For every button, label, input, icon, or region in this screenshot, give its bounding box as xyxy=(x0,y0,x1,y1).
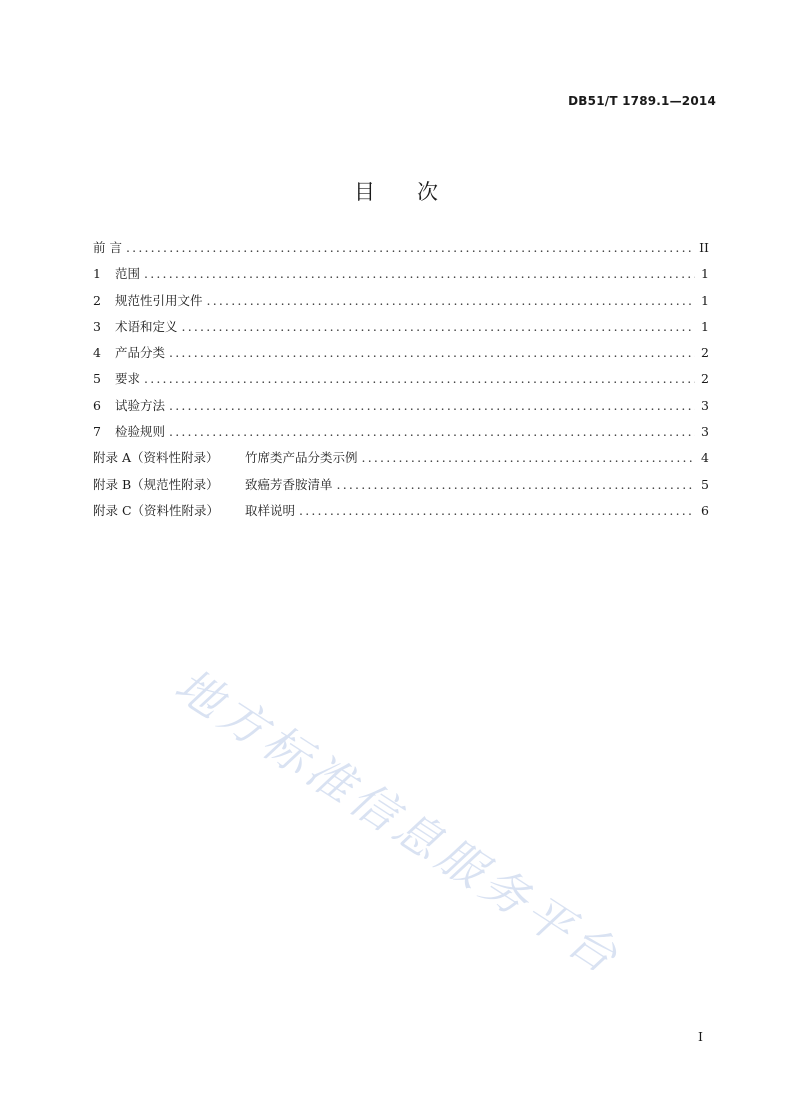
dot-leader xyxy=(337,475,695,495)
toc-page-number: 1 xyxy=(701,292,709,308)
dot-leader xyxy=(144,264,695,284)
toc-annex-label: 附录 C（资料性附录） xyxy=(93,502,220,518)
toc-page-number: 2 xyxy=(701,345,709,361)
toc-page-number: 6 xyxy=(701,502,709,518)
toc-page-number: 3 xyxy=(701,397,709,413)
toc-title xyxy=(0,176,792,206)
toc-entry-terms-definitions[interactable] xyxy=(93,317,709,343)
toc-entry-text: 术语和定义 xyxy=(115,318,178,334)
toc-entry-text: 范围 xyxy=(115,266,141,282)
dot-leader xyxy=(207,291,695,311)
toc-entry-text: 检验规则 xyxy=(115,424,166,440)
toc-entry-number: 2 xyxy=(93,292,101,308)
table-of-contents xyxy=(93,238,709,527)
dot-leader xyxy=(362,448,695,468)
footer-page-number: I xyxy=(698,1029,703,1044)
dot-leader xyxy=(169,422,695,442)
toc-entry-number: 4 xyxy=(93,345,101,361)
toc-entry-inspection-rules[interactable] xyxy=(93,422,709,448)
standard-code: DB51/T 1789.1—2014 xyxy=(568,94,716,108)
toc-page-number: 4 xyxy=(701,450,709,466)
toc-entry-number: 6 xyxy=(93,397,101,413)
toc-entry-normative-references[interactable] xyxy=(93,291,709,317)
toc-entry-number: 3 xyxy=(93,318,101,334)
toc-entry-number: 7 xyxy=(93,424,101,440)
toc-page-number: 1 xyxy=(701,318,709,334)
toc-annex-label: 附录 B（规范性附录） xyxy=(93,476,219,492)
watermark: 地方标准信息服务平台 xyxy=(165,657,632,987)
dot-leader xyxy=(144,369,695,389)
toc-entry-number: 1 xyxy=(93,266,101,282)
toc-title-char-2: 次 xyxy=(417,180,438,204)
toc-title-char-1: 目 xyxy=(354,180,375,204)
toc-entry-text: 规范性引用文件 xyxy=(115,292,203,308)
toc-entry-text: 致癌芳香胺清单 xyxy=(245,476,333,492)
toc-entry-text: 试验方法 xyxy=(115,397,166,413)
toc-page-number: 2 xyxy=(701,371,709,387)
toc-entry-text: 竹席类产品分类示例 xyxy=(245,450,358,466)
dot-leader xyxy=(169,343,695,363)
toc-entry-text: 前 言 xyxy=(93,240,122,255)
toc-entry-classification[interactable] xyxy=(93,343,709,369)
toc-entry-foreword[interactable] xyxy=(93,238,709,264)
toc-entry-annex-b[interactable] xyxy=(93,475,709,501)
toc-entry-scope[interactable] xyxy=(93,264,709,290)
toc-page-number: 5 xyxy=(701,476,709,492)
dot-leader xyxy=(299,501,695,521)
toc-entry-text: 取样说明 xyxy=(245,502,296,518)
dot-leader xyxy=(126,238,695,258)
toc-entry-test-methods[interactable] xyxy=(93,396,709,422)
toc-annex-label: 附录 A（资料性附录） xyxy=(93,450,219,466)
toc-entry-annex-a[interactable] xyxy=(93,448,709,474)
dot-leader xyxy=(169,396,695,416)
toc-page-number: II xyxy=(699,240,709,255)
toc-entry-text: 要求 xyxy=(115,371,141,387)
toc-page-number: 3 xyxy=(701,424,709,440)
toc-entry-text: 产品分类 xyxy=(115,345,166,361)
toc-entry-annex-c[interactable] xyxy=(93,501,709,527)
dot-leader xyxy=(182,317,695,337)
toc-entry-number: 5 xyxy=(93,371,101,387)
toc-page-number: 1 xyxy=(701,266,709,282)
toc-entry-requirements[interactable] xyxy=(93,369,709,395)
